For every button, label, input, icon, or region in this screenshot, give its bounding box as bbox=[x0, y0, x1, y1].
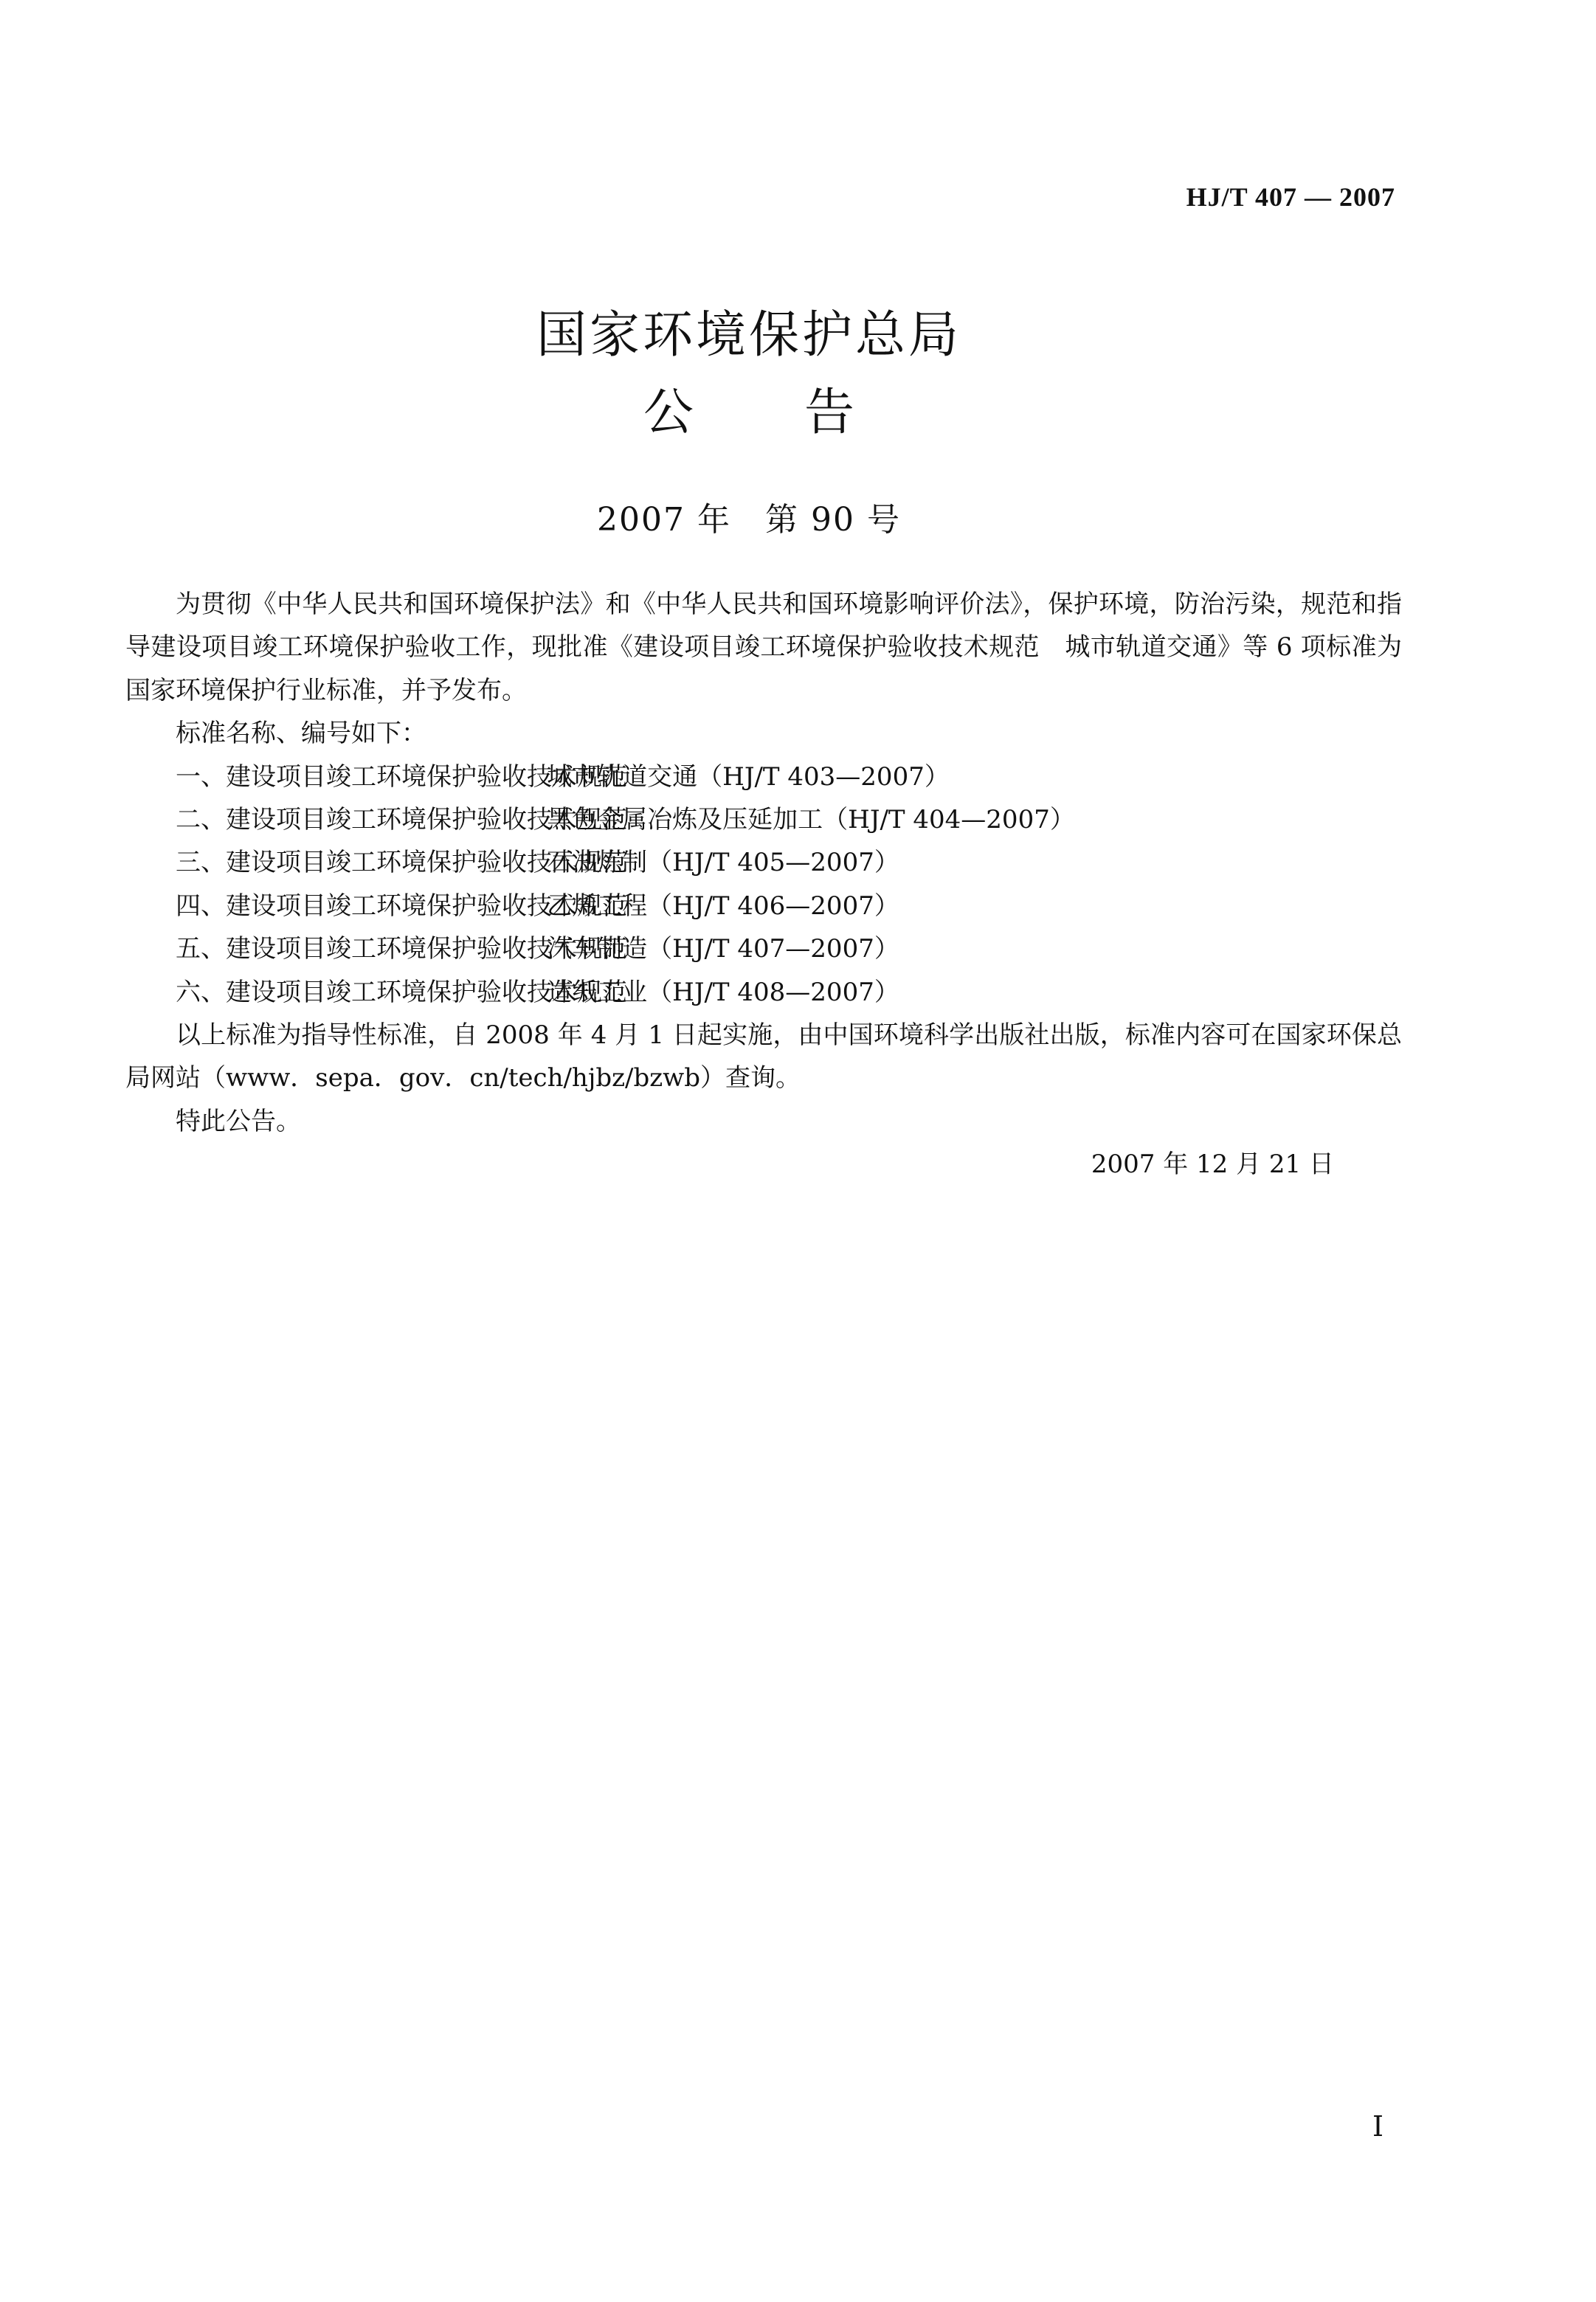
announcement-body bbox=[125, 583, 1402, 1186]
standard-series: 四、建设项目竣工环境保护验收技术规范 bbox=[176, 891, 627, 921]
standard-item-3 bbox=[125, 841, 1402, 884]
standard-item-4 bbox=[125, 885, 1402, 927]
standard-item-6 bbox=[125, 971, 1402, 1014]
standard-item-2 bbox=[125, 798, 1402, 841]
list-intro: 标准名称、编号如下： bbox=[176, 719, 426, 749]
agency-title: 国家环境保护总局 bbox=[536, 306, 961, 364]
standard-code: HJ/T 407 — 2007 bbox=[1186, 182, 1395, 212]
standard-series: 五、建设项目竣工环境保护验收技术规范 bbox=[176, 934, 627, 964]
standard-series: 二、建设项目竣工环境保护验收技术规范 bbox=[176, 805, 627, 835]
standard-item-5 bbox=[125, 927, 1402, 970]
intro-paragraph: 为贯彻《中华人民共和国环境保护法》和《中华人民共和国环境影响评价法》，保护环境，防治污染，规范和指导建设项目竣工环境保护验收工作，现批准《建设项目竣工环境保护验收技术规范 城市轨道交通》等 6 项标准为国家环境保护行业标准，并予发布。 bbox=[125, 590, 1402, 705]
standard-series: 六、建设项目竣工环境保护验收技术规范 bbox=[176, 977, 627, 1007]
issue-number: 2007 年 第 90 号 bbox=[597, 501, 901, 539]
standard-subject: 乙烯工程（HJ/T 406—2007） bbox=[547, 891, 899, 921]
standard-series: 三、建设项目竣工环境保护验收技术规范 bbox=[176, 848, 627, 878]
closing-line: 特此公告。 bbox=[176, 1106, 301, 1136]
standard-item-1 bbox=[125, 756, 1402, 798]
standards-list bbox=[125, 756, 1402, 1014]
implementation-paragraph: 以上标准为指导性标准，自 2008 年 4 月 1 日起实施，由中国环境科学出版社出版，标准内容可在国家环保总局网站（www．sepa．gov．cn/tech/hjbz/bzwb）查询。 bbox=[125, 1020, 1402, 1093]
standard-series: 一、建设项目竣工环境保护验收技术规范 bbox=[176, 761, 627, 792]
standard-subject: 造纸工业（HJ/T 408—2007） bbox=[547, 977, 899, 1007]
standard-subject: 石油炼制（HJ/T 405—2007） bbox=[547, 848, 899, 878]
standard-subject: 城市轨道交通（HJ/T 403—2007） bbox=[547, 761, 950, 792]
announcement-date: 2007 年 12 月 21 日 bbox=[1091, 1150, 1334, 1180]
page-number: Ⅰ bbox=[1372, 2110, 1384, 2143]
notice-title: 公告 bbox=[643, 384, 965, 442]
standard-subject: 黑色金属冶炼及压延加工（HJ/T 404—2007） bbox=[547, 805, 1075, 835]
standard-subject: 汽车制造（HJ/T 407—2007） bbox=[547, 934, 899, 964]
